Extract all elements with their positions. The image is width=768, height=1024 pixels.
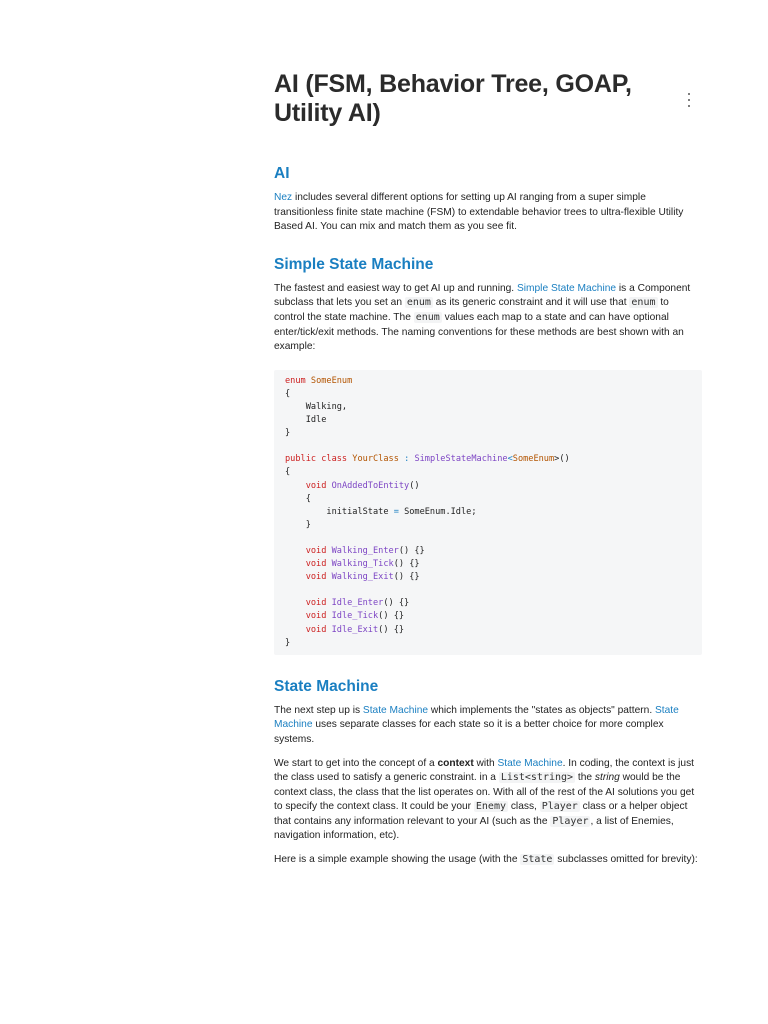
inline-code: enum (406, 297, 431, 309)
simple-state-machine-paragraph (274, 282, 702, 355)
text: the (575, 772, 595, 784)
inline-code: Enemy (475, 801, 506, 813)
state-machine-paragraph-3 (274, 853, 702, 868)
ai-intro-paragraph (274, 191, 702, 235)
bold-text: context (437, 757, 474, 769)
section-heading-simple-state-machine: Simple State Machine (274, 255, 434, 273)
state-machine-link[interactable]: State Machine (274, 704, 679, 731)
state-machine-paragraph-1 (274, 704, 702, 748)
code-text: enum SomeEnum { Walking, Idle } public class YourClass : SimpleStateMachine<SomeEnum>() { void OnAddedToEntity() { initialState = SomeEnum.Idle; } void Walking_Enter() {} void Walking_Tick() {} void Walking_Exit() {} void Idle_Enter() {} void Idle_Tick() {} void Idle_Exit() {} } (285, 375, 570, 648)
text: . In coding, the context is just the class used to satisfy a generic constraint. in a (274, 757, 695, 784)
inline-code: Player (552, 815, 589, 827)
text: Here is a simple example showing the usage (with the (274, 854, 521, 866)
section-heading-state-machine: State Machine (274, 677, 379, 695)
text: is a Component subclass that lets you set an (274, 282, 691, 309)
text: The next step up is (274, 704, 363, 716)
text: as its generic constraint and it will use that (432, 297, 630, 309)
text: , a list of Enemies, navigation information, etc). (274, 815, 674, 842)
text: uses separate classes for each state so it is a better choice for more complex systems. (274, 719, 664, 745)
text: to control the state machine. The (274, 297, 669, 323)
inline-code: enum (631, 297, 656, 309)
inline-code: Player (541, 801, 578, 813)
page-title: AI (FSM, Behavior Tree, GOAP, Utility AI) (274, 70, 632, 127)
text: with (473, 757, 498, 769)
text: which implements the "states as objects" pattern. (428, 704, 655, 716)
state-machine-paragraph-2 (274, 757, 702, 845)
section-heading-ai: AI (274, 165, 290, 182)
text: would be the context class, the class that the list operates on. With all of the rest of the AI solutions you get to specify the context class. It could be your (274, 772, 695, 813)
nez-link[interactable]: Nez (274, 192, 293, 203)
text: subclasses omitted for brevity): (554, 854, 698, 866)
italic-text: string (594, 772, 620, 784)
article (274, 70, 702, 868)
text: class or a helper object that contains any information relevant to your AI (such as the (274, 801, 688, 827)
text: The fastest and easiest way to get AI up and running. (274, 282, 517, 294)
inline-code: State (522, 854, 553, 866)
simple-state-machine-link[interactable]: Simple State Machine (516, 282, 617, 294)
text: We start to get into the concept of a (274, 757, 438, 769)
code-block (274, 370, 702, 655)
state-machine-link[interactable]: State Machine (497, 757, 563, 769)
inline-code: List<string> (500, 772, 574, 784)
state-machine-link[interactable]: State Machine (362, 704, 429, 716)
inline-code: enum (415, 311, 440, 323)
text: includes several different options for setting up AI ranging from a super simple transitionless finite state machine (FSM) to extendable behavior trees to ultra-flexible Utility Based AI. You can mix and match them as you see fit. (274, 192, 684, 233)
text: values each map to a state and can have optional enter/tick/exit methods. The naming conventions for these methods are best shown with an example: (274, 311, 684, 353)
text: class, (508, 801, 540, 813)
